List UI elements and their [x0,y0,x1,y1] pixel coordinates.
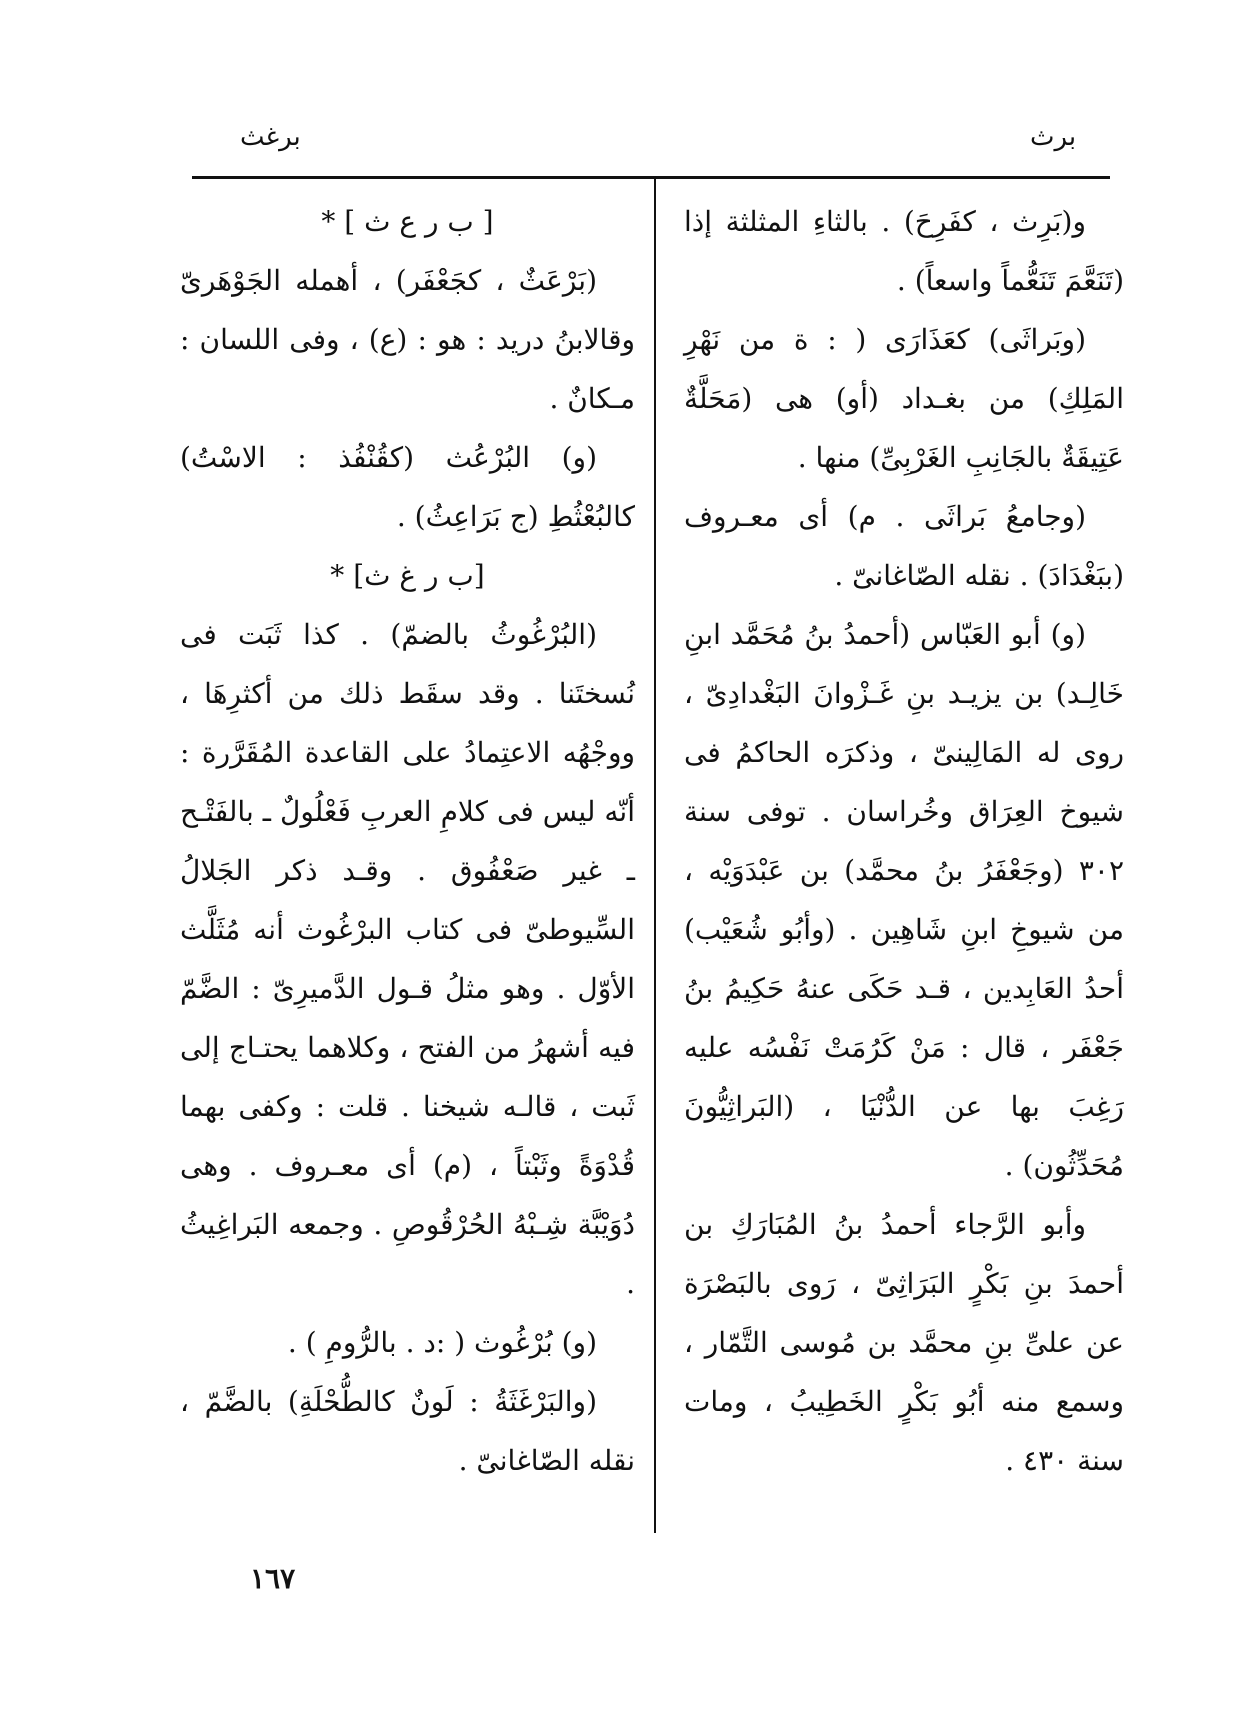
running-head-left: برغث [240,122,301,152]
entry-paragraph: (و) بُرْغُوث ( :د . بالرُّومِ ) . [287,1326,597,1359]
running-head-right: برث [1030,122,1077,152]
page-number: ١٦٧ [250,1562,296,1595]
entry-root-heading: [ ب ر ع ث ] * [321,205,494,238]
entry-paragraph: (بَرْعَثٌ ، كجَعْفَر) ، أهمله الجَوْهَرىّ وقالابنُ دريد : هو : (ع) ، وفى اللسان : مـكانٌ . [180,264,635,415]
entry-paragraph: (وجامعُ بَراثَى . م) أى معـروف (ببَغْدَادَ) . نقله الصّاغانىّ . [684,500,1124,592]
entry-paragraph: (والبَرْغَثَةُ : لَونٌ كالطُّحْلَةِ) بالضَّمّ ، نقله الصّاغانىّ . [180,1385,635,1477]
entry-root-heading: [ب ر غ ث] * [330,559,485,592]
entry-paragraph: (وبَراثَى) كعَذَارَى ( : ة من نَهْرِ المَلِكِ) من بغـداد (أو) هى (مَحَلَّةٌ عَتِيقَةٌ بالجَانِبِ الغَرْبِىِّ) منها . [684,323,1124,474]
entry-paragraph: (البُرْغُوثُ بالضمّ) . كذا ثَبَت فى نُسختَنا . وقد سقَط ذلك من أكثرِهَا ، ووجْهُه الاعتِمادُ على القاعدة المُقَرَّرة : أنّه ليس فى كلامِ العربِ فَعْلُولٌ ـ بالفَتْـح ـ غير صَعْفُوق . وقـد ذكر الجَلالُ السِّيوطىّ فى كتاب البرْغُوث أنه مُثَلَّث الأوّل . وهو مثلُ قـول الدَّميرِىّ : الضَّمّ فيه أشهرُ من الفتح ، وكلاهما يحتـاج إلى ثَبت ، قالـه شيخنا . قلت : وكفى بهما قُدْوَةً وثَبْتاً ، (م) أى معـروف . وهى دُوَيْبَّة شِـبْهُ الحُرْقُوصِ . وجمعه البَراغِيثُ . [180,618,635,1300]
left-column [180,192,635,1490]
header-rule [192,176,1110,179]
column-divider [654,178,656,1533]
right-column [684,192,1124,1490]
entry-paragraph: (و) البُرْعُث (كقُنْفُذ : الاسْتُ) كالبُعْثُطِ (ج بَرَاعِثُ) . [180,441,635,533]
entry-paragraph: (و) أبو العَبّاس (أحمدُ بنُ مُحَمَّد ابنِ خَالِـد) بن يزيـد بنِ غَـزْوانَ البَغْدادِىّ ، روى له المَالِينىّ ، وذكرَه الحاكمُ فى شيوخ العِرَاق وخُراسان . توفى سنة ٣٠٢ (وجَعْفَرُ بنُ محمَّد) بن عَبْدَوَيْه ، من شيوخِ ابنِ شَاهِين . (وأبُو شُعَيْب) أحدُ العَابِدين ، قـد حَكَى عنهُ حَكِيمُ بنُ جَعْفَر ، قال : مَنْ كَرُمَتْ نَفْسُه عليه رَغِبَ بها عن الدُّنْيَا ، (البَراثِيُّونَ مُحَدِّثُون) . [684,618,1124,1182]
entry-paragraph: و(بَرِث ، كفَرِحَ) . بالثاءِ المثلثة إذا (تَنَعَّمَ تَنَعُّماً واسعاً) . [684,205,1124,297]
entry-paragraph: وأبو الرَّجاء أحمدُ بنُ المُبَارَكِ بن أحمدَ بنِ بَكْرٍ البَرَاثِىّ ، رَوى بالبَصْرَة عن علىِّ بنِ محمَّد بن مُوسى التَّمّار ، وسمع منه أبُو بَكْرٍ الخَطِيبُ ، ومات سنة ٤٣٠ . [684,1208,1124,1477]
